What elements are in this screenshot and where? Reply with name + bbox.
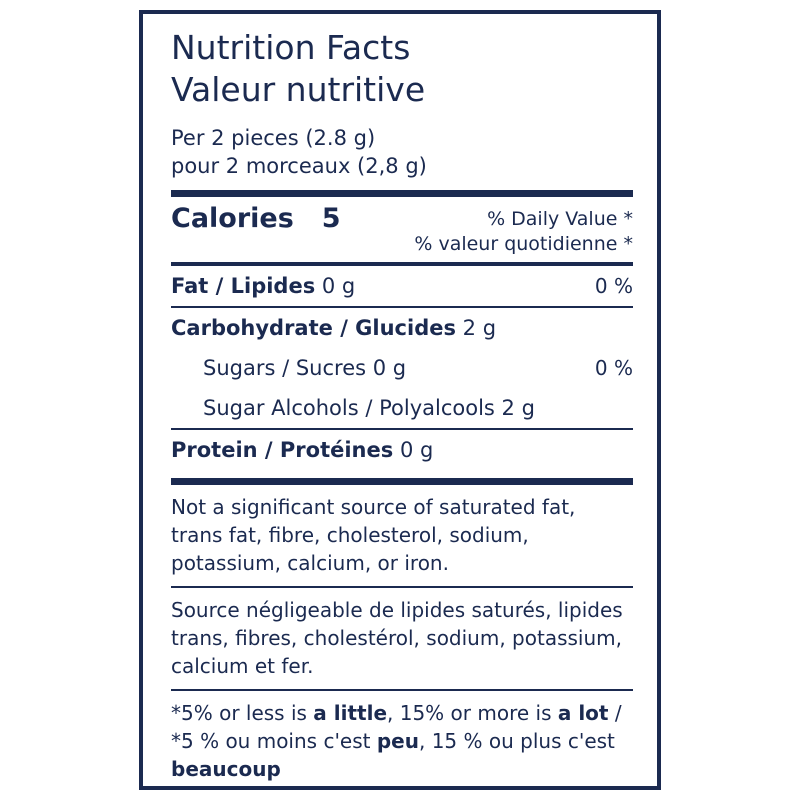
nutrient-name-carbohydrate (171, 313, 496, 343)
calories-value: 5 (321, 203, 341, 234)
footnote-part3: / *5 % ou moins c'est (171, 701, 622, 753)
calories-label: Calories (171, 203, 294, 234)
footnote-bold2: a lot (557, 701, 609, 725)
daily-value-header (414, 203, 633, 257)
table-row-sugar-alcohols (171, 388, 633, 428)
divider-thick-bottom (171, 478, 633, 485)
nutrient-name-sugars (171, 353, 406, 383)
footnote-bold1: a little (313, 701, 388, 725)
table-row-protein (171, 430, 633, 470)
footnote-part4: , 15 % ou plus c'est (418, 729, 615, 753)
nutrition-facts-content (171, 28, 633, 787)
page-title-fr: Valeur nutritive (171, 70, 426, 109)
footnote-part1: *5% or less is (171, 701, 314, 725)
table-row-fat (171, 266, 633, 306)
daily-value-header-fr: % valeur quotidienne * (414, 233, 633, 255)
page-title-en: Nutrition Facts (171, 28, 411, 67)
nutrition-facts-panel (139, 10, 661, 790)
nutrient-amount-protein: 0 g (399, 438, 434, 462)
nutrient-name-protein (171, 435, 433, 465)
nutrient-dv-fat: 0 % (594, 274, 633, 298)
footnote-bold4: beaucoup (171, 757, 281, 781)
nutrient-amount-sugars: 0 g (372, 356, 407, 380)
note-fr: Source négligeable de lipides saturés, lipides trans, fibres, cholestérol, sodium, potassium, calcium et fer. (171, 598, 623, 678)
nutrient-amount-sugar-alcohols: 2 g (501, 396, 535, 420)
nutrient-name-fat-bold: Fat / Lipides (171, 274, 316, 298)
nutrient-name-fat (171, 271, 355, 301)
serving-size-en: Per 2 pieces (2.8 g) (171, 126, 376, 150)
table-row-sugars (171, 348, 633, 388)
nutrient-dv-sugars: 0 % (594, 356, 633, 380)
calories-row (171, 197, 633, 262)
nutrient-name-sugars-text: Sugars / Sucres (203, 356, 367, 380)
nutrient-amount-fat: 0 g (321, 274, 356, 298)
nutrient-name-carbohydrate-bold: Carbohydrate / Glucides (171, 316, 456, 340)
calories-left (171, 203, 341, 234)
serving-size-fr: pour 2 morceaux (2,8 g) (171, 154, 427, 178)
nutrient-amount-carbohydrate: 2 g (462, 316, 497, 340)
nutrient-name-sugar-alcohols-text: Sugar Alcohols / Polyalcools (203, 396, 495, 420)
footnote-part2: , 15% or more is (387, 701, 558, 725)
table-row-carbohydrate (171, 308, 633, 348)
note-en: Not a significant source of saturated fat, trans fat, fibre, cholesterol, sodium, potassium, calcium, or iron. (171, 495, 576, 575)
nutrient-name-protein-bold: Protein / Protéines (171, 438, 394, 462)
divider-thick-top (171, 190, 633, 197)
daily-value-header-en: % Daily Value * (487, 208, 633, 230)
serving-size (171, 124, 633, 180)
nutrient-name-sugar-alcohols (171, 393, 535, 423)
footnote (171, 691, 633, 787)
footnote-bold3: peu (376, 729, 419, 753)
